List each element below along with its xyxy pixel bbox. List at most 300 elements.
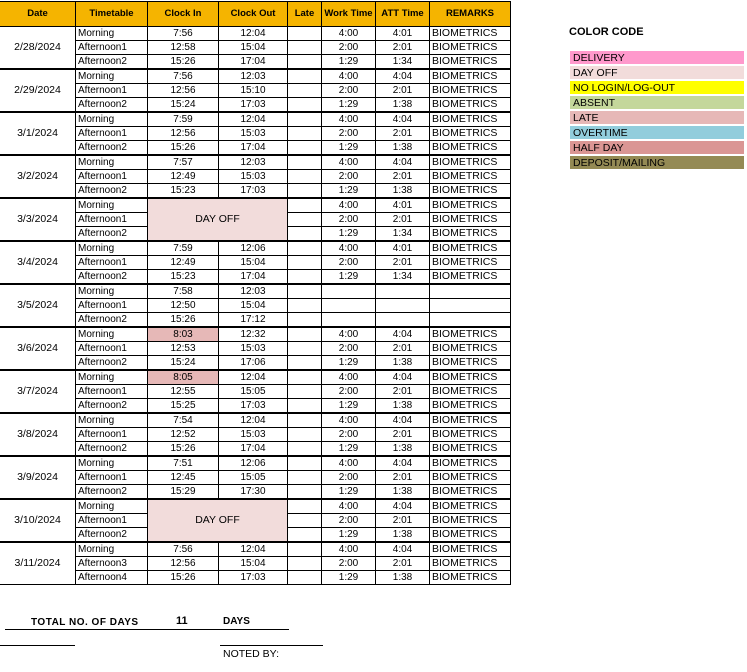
late-cell — [288, 155, 322, 170]
timetable-cell: Afternoon1 — [76, 127, 148, 141]
clock-in-cell: 15:29 — [148, 485, 219, 500]
late-cell — [288, 313, 322, 328]
clock-out-cell: 15:04 — [219, 256, 288, 270]
att-time-cell: 4:04 — [376, 370, 430, 385]
att-time-cell: 2:01 — [376, 557, 430, 571]
late-cell — [288, 241, 322, 256]
late-cell — [288, 485, 322, 500]
work-time-cell: 1:29 — [322, 141, 376, 156]
work-time-cell: 1:29 — [322, 184, 376, 199]
late-cell — [288, 385, 322, 399]
timetable-cell: Morning — [76, 456, 148, 471]
remarks-cell: BIOMETRICS — [430, 155, 511, 170]
att-time-cell: 1:38 — [376, 356, 430, 371]
legend-item: DAY OFF — [569, 65, 745, 80]
remarks-cell — [430, 299, 511, 313]
clock-out-cell: 17:03 — [219, 571, 288, 585]
remarks-cell: BIOMETRICS — [430, 84, 511, 98]
att-time-cell: 2:01 — [376, 213, 430, 227]
late-cell — [288, 55, 322, 70]
att-time-cell: 4:04 — [376, 327, 430, 342]
date-cell: 3/10/2024 — [0, 499, 76, 542]
att-time-cell: 1:34 — [376, 227, 430, 242]
col-header-work-time: Work Time — [322, 2, 376, 27]
clock-in-cell: 7:59 — [148, 112, 219, 127]
legend-item: OVERTIME — [569, 125, 745, 140]
att-time-cell: 2:01 — [376, 471, 430, 485]
att-time-cell: 2:01 — [376, 428, 430, 442]
clock-in-cell: 7:54 — [148, 413, 219, 428]
clock-out-cell: 12:04 — [219, 112, 288, 127]
clock-out-cell: 12:04 — [219, 413, 288, 428]
late-cell — [288, 327, 322, 342]
clock-in-cell: 15:26 — [148, 571, 219, 585]
timetable-cell: Morning — [76, 27, 148, 41]
clock-out-cell: 15:05 — [219, 385, 288, 399]
timetable-cell: Morning — [76, 69, 148, 84]
date-cell: 3/3/2024 — [0, 198, 76, 241]
late-cell — [288, 256, 322, 270]
att-time-cell: 1:38 — [376, 528, 430, 543]
remarks-cell: BIOMETRICS — [430, 270, 511, 285]
col-header-remarks: REMARKS — [430, 2, 511, 27]
legend-item: DEPOSIT/MAILING — [569, 155, 745, 170]
remarks-cell: BIOMETRICS — [430, 542, 511, 557]
clock-in-cell: 7:51 — [148, 456, 219, 471]
work-time-cell: 2:00 — [322, 385, 376, 399]
days-label: DAYS — [223, 616, 250, 627]
table-row — [0, 170, 511, 184]
work-time-cell: 2:00 — [322, 170, 376, 184]
table-row — [0, 557, 511, 571]
att-time-cell: 1:38 — [376, 184, 430, 199]
clock-out-cell: 17:03 — [219, 98, 288, 113]
att-time-cell: 1:38 — [376, 141, 430, 156]
timetable-cell: Afternoon1 — [76, 385, 148, 399]
clock-out-cell: 15:03 — [219, 170, 288, 184]
late-cell — [288, 428, 322, 442]
work-time-cell: 2:00 — [322, 256, 376, 270]
clock-in-cell: 7:56 — [148, 542, 219, 557]
clock-in-cell: 12:56 — [148, 557, 219, 571]
clock-out-cell: 17:03 — [219, 184, 288, 199]
late-cell — [288, 141, 322, 156]
table-row — [0, 542, 511, 557]
signature-line-right — [220, 645, 323, 646]
late-cell — [288, 499, 322, 514]
table-row — [0, 112, 511, 127]
legend-item: HALF DAY — [569, 140, 745, 155]
clock-in-cell: 12:58 — [148, 41, 219, 55]
clock-out-cell: 12:32 — [219, 327, 288, 342]
clock-in-cell: 7:56 — [148, 27, 219, 41]
remarks-cell: BIOMETRICS — [430, 356, 511, 371]
late-cell — [288, 557, 322, 571]
legend-item: DELIVERY — [569, 50, 745, 65]
clock-in-cell: 12:55 — [148, 385, 219, 399]
clock-in-cell: 15:24 — [148, 356, 219, 371]
timetable-cell: Morning — [76, 413, 148, 428]
clock-out-cell: 15:03 — [219, 127, 288, 141]
att-time-cell: 4:04 — [376, 413, 430, 428]
col-header-clock-out: Clock Out — [219, 2, 288, 27]
clock-in-cell: 12:52 — [148, 428, 219, 442]
remarks-cell: BIOMETRICS — [430, 241, 511, 256]
clock-in-cell: 12:56 — [148, 127, 219, 141]
attendance-body — [0, 27, 511, 585]
table-row — [0, 27, 511, 41]
clock-out-cell: 17:04 — [219, 55, 288, 70]
remarks-cell: BIOMETRICS — [430, 557, 511, 571]
timetable-cell: Afternoon2 — [76, 313, 148, 328]
remarks-cell — [430, 313, 511, 328]
clock-out-cell: 12:06 — [219, 241, 288, 256]
att-time-cell: 2:01 — [376, 84, 430, 98]
date-cell: 3/6/2024 — [0, 327, 76, 370]
late-cell — [288, 356, 322, 371]
timetable-cell: Morning — [76, 542, 148, 557]
table-row — [0, 198, 511, 213]
timetable-cell: Afternoon1 — [76, 299, 148, 313]
clock-out-cell: 15:04 — [219, 41, 288, 55]
work-time-cell: 4:00 — [322, 370, 376, 385]
table-row — [0, 327, 511, 342]
table-row — [0, 84, 511, 98]
att-time-cell: 1:38 — [376, 571, 430, 585]
timetable-cell: Afternoon3 — [76, 557, 148, 571]
remarks-cell: BIOMETRICS — [430, 112, 511, 127]
clock-in-cell: 12:56 — [148, 84, 219, 98]
table-row — [0, 284, 511, 299]
clock-out-cell: 17:30 — [219, 485, 288, 500]
work-time-cell: 4:00 — [322, 155, 376, 170]
table-row — [0, 313, 511, 328]
remarks-cell: BIOMETRICS — [430, 528, 511, 543]
table-row — [0, 141, 511, 156]
late-cell — [288, 69, 322, 84]
late-cell — [288, 299, 322, 313]
table-row — [0, 299, 511, 313]
noted-by-label: NOTED BY: — [223, 648, 280, 660]
late-cell — [288, 456, 322, 471]
att-time-cell: 4:04 — [376, 69, 430, 84]
att-time-cell: 2:01 — [376, 127, 430, 141]
date-cell: 3/1/2024 — [0, 112, 76, 155]
clock-out-cell: 12:04 — [219, 370, 288, 385]
att-time-cell: 4:04 — [376, 155, 430, 170]
remarks-cell: BIOMETRICS — [430, 499, 511, 514]
clock-out-cell: 15:03 — [219, 342, 288, 356]
timetable-cell: Afternoon2 — [76, 184, 148, 199]
clock-in-cell: 15:23 — [148, 270, 219, 285]
clock-out-cell: 12:04 — [219, 542, 288, 557]
table-row — [0, 155, 511, 170]
table-row — [0, 385, 511, 399]
day-off-cell: DAY OFF — [148, 499, 288, 542]
clock-out-cell: 17:04 — [219, 270, 288, 285]
att-time-cell: 4:04 — [376, 456, 430, 471]
date-cell: 3/11/2024 — [0, 542, 76, 585]
timetable-cell: Afternoon1 — [76, 84, 148, 98]
day-off-cell: DAY OFF — [148, 198, 288, 241]
clock-out-cell: 17:06 — [219, 356, 288, 371]
late-cell — [288, 227, 322, 242]
work-time-cell: 4:00 — [322, 241, 376, 256]
table-row — [0, 413, 511, 428]
color-code-legend — [569, 26, 745, 170]
timetable-cell: Afternoon1 — [76, 342, 148, 356]
remarks-cell: BIOMETRICS — [430, 428, 511, 442]
clock-in-cell: 12:49 — [148, 170, 219, 184]
clock-in-cell: 8:05 — [148, 370, 219, 385]
attendance-table — [0, 1, 511, 585]
att-time-cell — [376, 313, 430, 328]
att-time-cell: 2:01 — [376, 41, 430, 55]
late-cell — [288, 84, 322, 98]
timetable-cell: Afternoon2 — [76, 485, 148, 500]
work-time-cell: 4:00 — [322, 112, 376, 127]
table-row — [0, 127, 511, 141]
timetable-cell: Morning — [76, 370, 148, 385]
timetable-cell: Afternoon2 — [76, 356, 148, 371]
clock-out-cell: 15:04 — [219, 299, 288, 313]
clock-in-cell: 7:58 — [148, 284, 219, 299]
clock-in-cell: 12:45 — [148, 471, 219, 485]
work-time-cell — [322, 299, 376, 313]
clock-in-cell: 15:26 — [148, 141, 219, 156]
att-time-cell: 1:38 — [376, 399, 430, 414]
clock-in-cell: 15:26 — [148, 55, 219, 70]
remarks-cell: BIOMETRICS — [430, 399, 511, 414]
att-time-cell — [376, 299, 430, 313]
total-days-label: TOTAL NO. OF DAYS — [31, 617, 139, 628]
legend-item: ABSENT — [569, 95, 745, 110]
att-time-cell: 1:38 — [376, 485, 430, 500]
timetable-cell: Morning — [76, 499, 148, 514]
table-row — [0, 270, 511, 285]
clock-out-cell: 15:03 — [219, 428, 288, 442]
att-time-cell: 4:01 — [376, 198, 430, 213]
remarks-cell: BIOMETRICS — [430, 198, 511, 213]
date-cell: 2/29/2024 — [0, 69, 76, 112]
table-row — [0, 370, 511, 385]
date-cell: 3/9/2024 — [0, 456, 76, 499]
work-time-cell: 4:00 — [322, 27, 376, 41]
timetable-cell: Afternoon1 — [76, 256, 148, 270]
remarks-cell: BIOMETRICS — [430, 213, 511, 227]
work-time-cell: 2:00 — [322, 127, 376, 141]
att-time-cell: 2:01 — [376, 256, 430, 270]
clock-out-cell: 15:05 — [219, 471, 288, 485]
clock-out-cell: 12:04 — [219, 27, 288, 41]
remarks-cell: BIOMETRICS — [430, 55, 511, 70]
remarks-cell: BIOMETRICS — [430, 471, 511, 485]
remarks-cell: BIOMETRICS — [430, 327, 511, 342]
table-row — [0, 184, 511, 199]
clock-out-cell: 12:03 — [219, 69, 288, 84]
att-time-cell: 4:04 — [376, 499, 430, 514]
col-header-late: Late — [288, 2, 322, 27]
late-cell — [288, 98, 322, 113]
clock-in-cell: 12:49 — [148, 256, 219, 270]
work-time-cell: 1:29 — [322, 98, 376, 113]
col-header-date: Date — [0, 2, 76, 27]
timetable-cell: Afternoon1 — [76, 170, 148, 184]
timetable-cell: Afternoon2 — [76, 442, 148, 457]
table-row — [0, 428, 511, 442]
remarks-cell: BIOMETRICS — [430, 256, 511, 270]
remarks-cell: BIOMETRICS — [430, 385, 511, 399]
clock-in-cell: 15:25 — [148, 399, 219, 414]
remarks-cell: BIOMETRICS — [430, 456, 511, 471]
remarks-cell: BIOMETRICS — [430, 370, 511, 385]
table-row — [0, 241, 511, 256]
remarks-cell: BIOMETRICS — [430, 41, 511, 55]
late-cell — [288, 370, 322, 385]
work-time-cell: 1:29 — [322, 571, 376, 585]
work-time-cell: 2:00 — [322, 213, 376, 227]
att-time-cell: 2:01 — [376, 170, 430, 184]
att-time-cell: 4:04 — [376, 112, 430, 127]
timetable-cell: Afternoon4 — [76, 571, 148, 585]
work-time-cell: 1:29 — [322, 270, 376, 285]
remarks-cell: BIOMETRICS — [430, 127, 511, 141]
late-cell — [288, 270, 322, 285]
clock-in-cell: 15:24 — [148, 98, 219, 113]
work-time-cell: 4:00 — [322, 413, 376, 428]
att-time-cell: 2:01 — [376, 514, 430, 528]
clock-out-cell: 17:04 — [219, 141, 288, 156]
work-time-cell: 4:00 — [322, 198, 376, 213]
late-cell — [288, 413, 322, 428]
clock-in-cell: 15:26 — [148, 442, 219, 457]
work-time-cell: 4:00 — [322, 542, 376, 557]
table-row — [0, 342, 511, 356]
clock-in-cell: 15:23 — [148, 184, 219, 199]
late-cell — [288, 198, 322, 213]
clock-out-cell: 15:04 — [219, 557, 288, 571]
timetable-cell: Morning — [76, 112, 148, 127]
timetable-cell: Afternoon2 — [76, 227, 148, 242]
late-cell — [288, 127, 322, 141]
table-row — [0, 442, 511, 457]
timetable-cell: Afternoon1 — [76, 471, 148, 485]
table-row — [0, 399, 511, 414]
total-days-value: 11 — [176, 615, 188, 627]
work-time-cell: 1:29 — [322, 356, 376, 371]
remarks-cell: BIOMETRICS — [430, 69, 511, 84]
remarks-cell: BIOMETRICS — [430, 170, 511, 184]
date-cell: 3/5/2024 — [0, 284, 76, 327]
timetable-cell: Morning — [76, 198, 148, 213]
remarks-cell: BIOMETRICS — [430, 98, 511, 113]
table-row — [0, 41, 511, 55]
late-cell — [288, 399, 322, 414]
att-time-cell: 4:01 — [376, 241, 430, 256]
remarks-cell: BIOMETRICS — [430, 184, 511, 199]
signature-line-left — [0, 645, 75, 646]
clock-in-cell: 7:56 — [148, 69, 219, 84]
late-cell — [288, 471, 322, 485]
work-time-cell: 2:00 — [322, 471, 376, 485]
date-cell: 3/2/2024 — [0, 155, 76, 198]
timetable-cell: Morning — [76, 327, 148, 342]
legend-items — [569, 50, 745, 170]
timetable-cell: Afternoon1 — [76, 41, 148, 55]
table-row — [0, 256, 511, 270]
timetable-cell: Afternoon2 — [76, 270, 148, 285]
table-row — [0, 356, 511, 371]
clock-out-cell: 17:03 — [219, 399, 288, 414]
att-time-cell: 4:01 — [376, 27, 430, 41]
work-time-cell: 1:29 — [322, 528, 376, 543]
late-cell — [288, 213, 322, 227]
late-cell — [288, 442, 322, 457]
col-header-clock-in: Clock In — [148, 2, 219, 27]
late-cell — [288, 571, 322, 585]
timetable-cell: Afternoon1 — [76, 213, 148, 227]
att-time-cell: 1:34 — [376, 55, 430, 70]
late-cell — [288, 284, 322, 299]
work-time-cell: 4:00 — [322, 499, 376, 514]
clock-out-cell: 17:04 — [219, 442, 288, 457]
work-time-cell: 4:00 — [322, 69, 376, 84]
timetable-cell: Morning — [76, 284, 148, 299]
clock-in-cell: 12:53 — [148, 342, 219, 356]
table-row — [0, 485, 511, 500]
table-row — [0, 456, 511, 471]
work-time-cell: 2:00 — [322, 84, 376, 98]
work-time-cell: 1:29 — [322, 485, 376, 500]
date-cell: 3/7/2024 — [0, 370, 76, 413]
late-cell — [288, 184, 322, 199]
late-cell — [288, 528, 322, 543]
remarks-cell: BIOMETRICS — [430, 442, 511, 457]
clock-out-cell: 15:10 — [219, 84, 288, 98]
work-time-cell: 4:00 — [322, 456, 376, 471]
work-time-cell — [322, 313, 376, 328]
late-cell — [288, 41, 322, 55]
timetable-cell: Morning — [76, 155, 148, 170]
timetable-cell: Afternoon2 — [76, 141, 148, 156]
date-cell: 3/4/2024 — [0, 241, 76, 284]
remarks-cell: BIOMETRICS — [430, 227, 511, 242]
table-row — [0, 571, 511, 585]
late-cell — [288, 342, 322, 356]
legend-item: NO LOGIN/LOG-OUT — [569, 80, 745, 95]
work-time-cell: 2:00 — [322, 41, 376, 55]
clock-out-cell: 12:06 — [219, 456, 288, 471]
remarks-cell — [430, 284, 511, 299]
timetable-cell: Afternoon2 — [76, 98, 148, 113]
table-row — [0, 98, 511, 113]
work-time-cell: 2:00 — [322, 428, 376, 442]
col-header-timetable: Timetable — [76, 2, 148, 27]
remarks-cell: BIOMETRICS — [430, 27, 511, 41]
timetable-cell: Afternoon1 — [76, 428, 148, 442]
col-header-att-time: ATT Time — [376, 2, 430, 27]
remarks-cell: BIOMETRICS — [430, 571, 511, 585]
remarks-cell: BIOMETRICS — [430, 413, 511, 428]
att-time-cell: 1:34 — [376, 270, 430, 285]
timetable-cell: Afternoon1 — [76, 514, 148, 528]
timetable-cell: Afternoon2 — [76, 399, 148, 414]
work-time-cell: 1:29 — [322, 442, 376, 457]
legend-title: COLOR CODE — [569, 26, 644, 38]
clock-out-cell: 12:03 — [219, 284, 288, 299]
work-time-cell — [322, 284, 376, 299]
late-cell — [288, 542, 322, 557]
